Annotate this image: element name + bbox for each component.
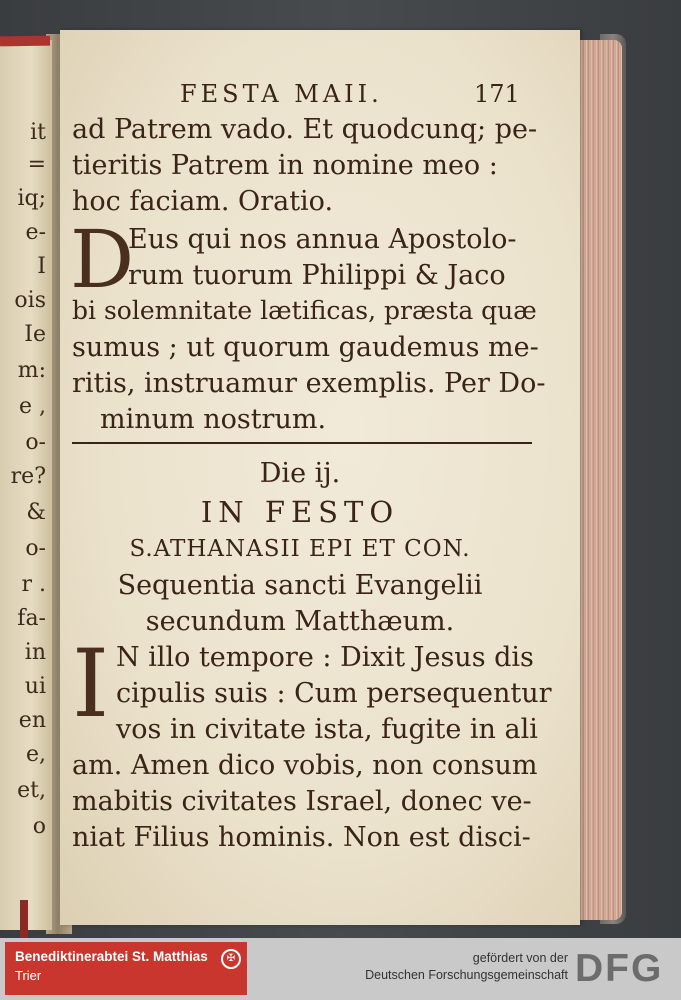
institution-city: Trier bbox=[15, 968, 42, 983]
left-page-fragment: o- bbox=[25, 536, 46, 561]
text-line: am. Amen dico vobis, non consum bbox=[72, 750, 538, 781]
funder-name: Deutschen Forschungsgemeinschaft bbox=[365, 968, 568, 982]
running-head: FESTA MAII. bbox=[180, 80, 383, 108]
text-line: cipulis suis : Cum persequentur bbox=[116, 678, 552, 709]
bookmark-ribbon bbox=[0, 36, 50, 47]
text-line: niat Filius hominis. Non est disci- bbox=[72, 822, 531, 853]
text-line: tieritis Patrem in nomine meo : bbox=[72, 150, 498, 181]
left-page-fragment: = bbox=[27, 152, 46, 177]
left-page-fragment: ui bbox=[24, 674, 46, 699]
gospel-intro: secundum Matthæum. bbox=[145, 606, 455, 637]
left-page-fragment: m: bbox=[17, 358, 46, 383]
text-line: ad Patrem vado. Et quodcunq; pe- bbox=[72, 114, 538, 145]
drop-capital: D bbox=[70, 213, 135, 306]
dfg-logo[interactable]: DFG bbox=[575, 947, 664, 990]
feast-name: S.ATHANASII EPI ET CON. bbox=[129, 536, 471, 562]
left-page-fragment: it bbox=[30, 120, 46, 145]
left-page-fragment: ois bbox=[14, 288, 46, 313]
left-page-fragment: iq; bbox=[17, 186, 46, 211]
text-line: hoc faciam. Oratio. bbox=[72, 186, 334, 217]
left-page-fragment: & bbox=[26, 500, 46, 525]
text-line: Eus qui nos annua Apostolo- bbox=[128, 224, 517, 255]
section-divider bbox=[72, 442, 532, 444]
text-line: ritis, instruamur exemplis. Per Do- bbox=[72, 368, 546, 399]
left-page-fragment: et, bbox=[17, 778, 46, 803]
left-page-fragment: e- bbox=[25, 220, 46, 245]
gospel-intro: Sequentia sancti Evangelii bbox=[117, 570, 483, 601]
left-page-fragment: I bbox=[37, 254, 46, 279]
left-page-fragment: en bbox=[18, 708, 46, 733]
page-number: 171 bbox=[474, 80, 520, 108]
drop-capital: I bbox=[72, 630, 110, 739]
text-line: sumus ; ut quorum gaudemus me- bbox=[72, 332, 539, 363]
footer-bar bbox=[0, 938, 681, 1000]
left-page-fragment: e , bbox=[18, 394, 46, 419]
left-page bbox=[0, 40, 52, 930]
left-page-fragment: e, bbox=[25, 742, 46, 767]
text-line: bi solemnitate lætificas, præsta quæ bbox=[72, 296, 537, 325]
day-heading: Die ij. bbox=[259, 458, 341, 489]
funding-note bbox=[365, 950, 568, 984]
left-page-fragment: o bbox=[32, 814, 46, 839]
left-page-fragment: re? bbox=[10, 464, 46, 489]
left-page-fragment: o- bbox=[25, 430, 46, 455]
institution-badge[interactable] bbox=[5, 942, 247, 995]
left-page-fragment: r . bbox=[21, 572, 46, 597]
text-line: rum tuorum Philippi & Jaco bbox=[128, 260, 506, 291]
left-page-fragment: in bbox=[24, 640, 46, 665]
institution-name: Benediktinerabtei St. Matthias bbox=[15, 949, 208, 964]
funded-by-label: gefördert von der bbox=[472, 951, 568, 965]
text-line: mabitis civitates Israel, donec ve- bbox=[72, 786, 532, 817]
left-page-fragment: fa- bbox=[17, 606, 46, 631]
bookmark-ribbon-end bbox=[20, 900, 28, 938]
feast-heading: IN FESTO bbox=[200, 495, 400, 529]
text-line: vos in civitate ista, fugite in ali bbox=[116, 714, 538, 745]
left-page-fragment: Ie bbox=[24, 322, 46, 347]
recto-page bbox=[60, 30, 580, 925]
text-line: N illo tempore : Dixit Jesus dis bbox=[116, 642, 534, 673]
text-line: minum nostrum. bbox=[100, 404, 327, 435]
abbey-emblem-icon: ✠ bbox=[221, 949, 241, 969]
